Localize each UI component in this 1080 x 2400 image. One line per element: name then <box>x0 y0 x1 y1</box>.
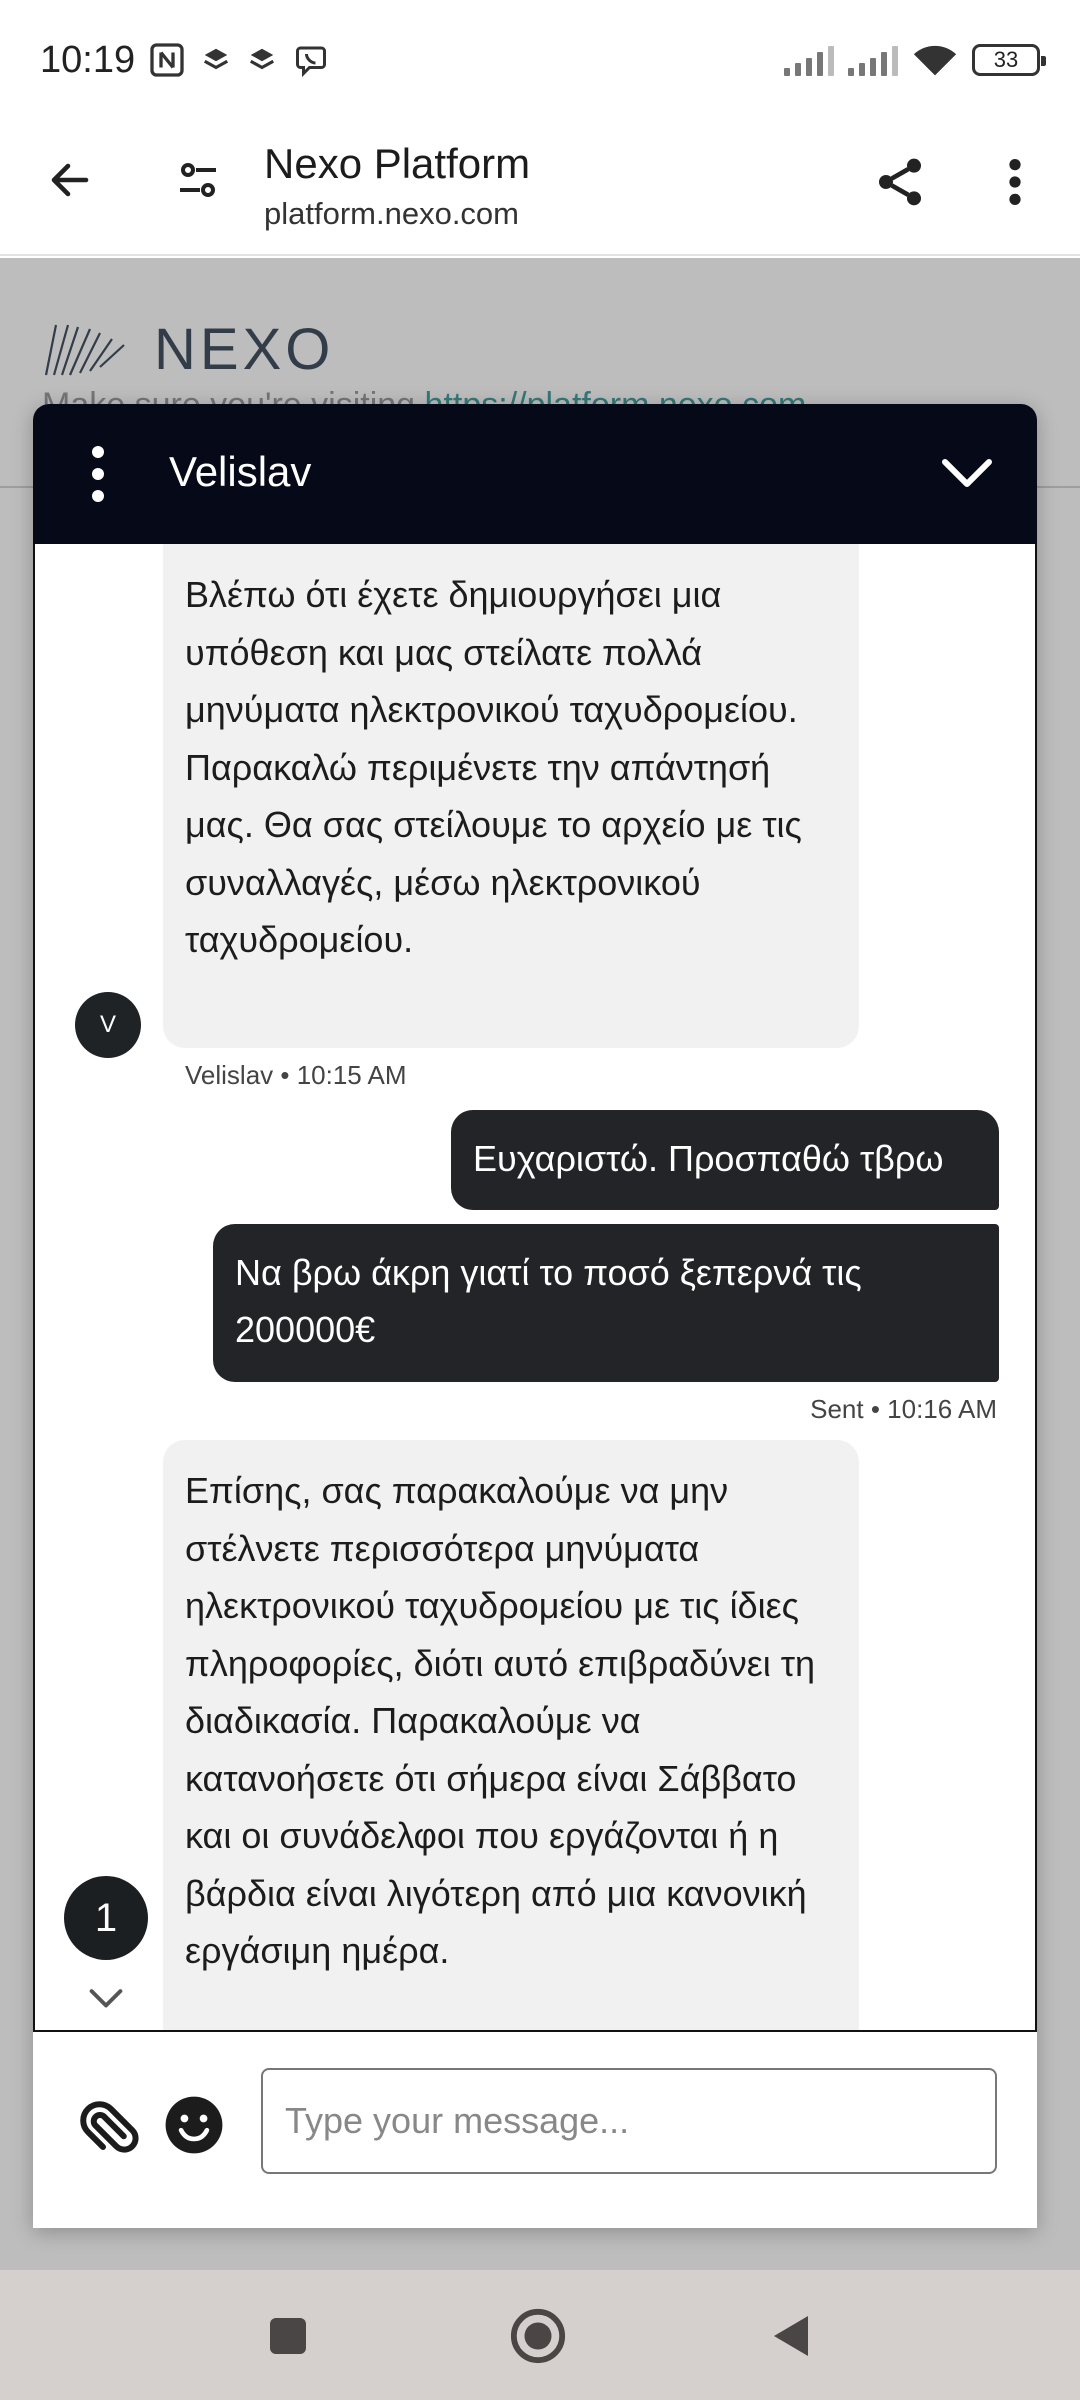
layers-icon <box>201 45 231 75</box>
wifi-icon <box>912 42 958 78</box>
circle-home-icon <box>509 2307 567 2365</box>
avatar: V <box>75 992 141 1058</box>
system-back-button[interactable] <box>760 2306 820 2366</box>
status-bar <box>0 0 1080 120</box>
chat-menu-button[interactable] <box>83 446 113 502</box>
recents-button[interactable] <box>258 2306 318 2366</box>
chevron-down-icon <box>89 1988 123 2010</box>
unread-badge[interactable]: 1 <box>64 1876 148 1960</box>
message-meta: Sent • 10:16 AM <box>810 1394 997 1424</box>
nexo-wordmark: NEXO <box>154 317 335 382</box>
browser-title-block[interactable] <box>264 134 530 234</box>
browser-toolbar <box>0 120 1080 256</box>
chat-messages[interactable] <box>33 544 1037 2032</box>
page-url: platform.nexo.com <box>264 196 519 231</box>
agent-message: Βλέπω ότι έχετε δημιουργήσει μια υπόθεση και μας στείλατε πολλά μηνύματα ηλεκτρονικού ταχυδρομείου. Παρακαλώ περιμένετε την απάντησή μας. Θα σας στείλουμε το αρχείο με τις συναλλαγές, μέσω ηλεκτρονικού ταχυδρομείου. <box>163 544 859 1048</box>
user-message: Να βρω άκρη γιατί το ποσό ξεπερνά τις 200000€ <box>213 1224 999 1382</box>
more-options-button[interactable] <box>990 150 1040 214</box>
status-notification-icons <box>149 42 329 78</box>
tune-icon <box>174 156 222 204</box>
signal-icon <box>784 44 834 76</box>
chat-widget <box>33 404 1037 2228</box>
menu-dot <box>92 468 104 480</box>
more-vert-icon <box>92 446 104 458</box>
signal-icon <box>848 44 898 76</box>
square-icon <box>268 2316 308 2356</box>
attach-button[interactable] <box>77 2092 143 2158</box>
chat-agent-name: Velislav <box>169 448 312 495</box>
status-system-icons <box>784 42 1040 78</box>
smiley-icon <box>163 2094 225 2156</box>
agent-message: Επίσης, σας παρακαλούμε να μην στέλνετε περισσότερα μηνύματα ηλεκτρονικού ταχυδρομείου με τις ίδιες πληροφορίες, διότι αυτό επιβραδύνει τη διαδικασία. Παρακαλούμε να κατανοήσετε ότι σήμερα είναι Σάββατο και οι συνάδελφοι που εργάζονται ή η βάρδια είναι λιγότερη από μια κανονική εργάσιμη ημέρα. <box>163 1440 859 2032</box>
user-message: Ευχαριστώ. Προσπαθώ τβρω <box>451 1110 999 1210</box>
viber-icon <box>293 42 329 78</box>
arrow-left-icon <box>46 156 94 204</box>
message-input[interactable] <box>261 2068 997 2174</box>
home-button[interactable] <box>508 2306 568 2366</box>
status-time: 10:19 <box>40 38 136 81</box>
layers-icon <box>247 45 277 75</box>
scroll-to-bottom-button[interactable] <box>86 1984 126 2014</box>
site-settings-button[interactable] <box>168 150 228 210</box>
chat-header <box>33 404 1037 544</box>
system-nav-bar <box>0 2270 1080 2400</box>
battery-level: 33 <box>993 47 1019 72</box>
chat-composer <box>33 2032 1037 2228</box>
share-icon <box>872 154 928 210</box>
minimize-chat-button[interactable] <box>937 444 997 504</box>
share-button[interactable] <box>868 150 932 214</box>
menu-dot <box>92 490 104 502</box>
message-meta: Velislav • 10:15 AM <box>185 1060 407 1090</box>
paperclip-icon <box>80 2095 140 2155</box>
more-vert-icon <box>1007 156 1023 208</box>
back-button[interactable] <box>40 150 100 210</box>
triangle-back-icon <box>768 2312 812 2360</box>
emoji-button[interactable] <box>161 2092 227 2158</box>
chevron-down-icon <box>941 456 993 492</box>
nfc-icon <box>149 42 185 78</box>
battery-icon <box>972 44 1040 76</box>
page-title: Nexo Platform <box>264 140 531 187</box>
